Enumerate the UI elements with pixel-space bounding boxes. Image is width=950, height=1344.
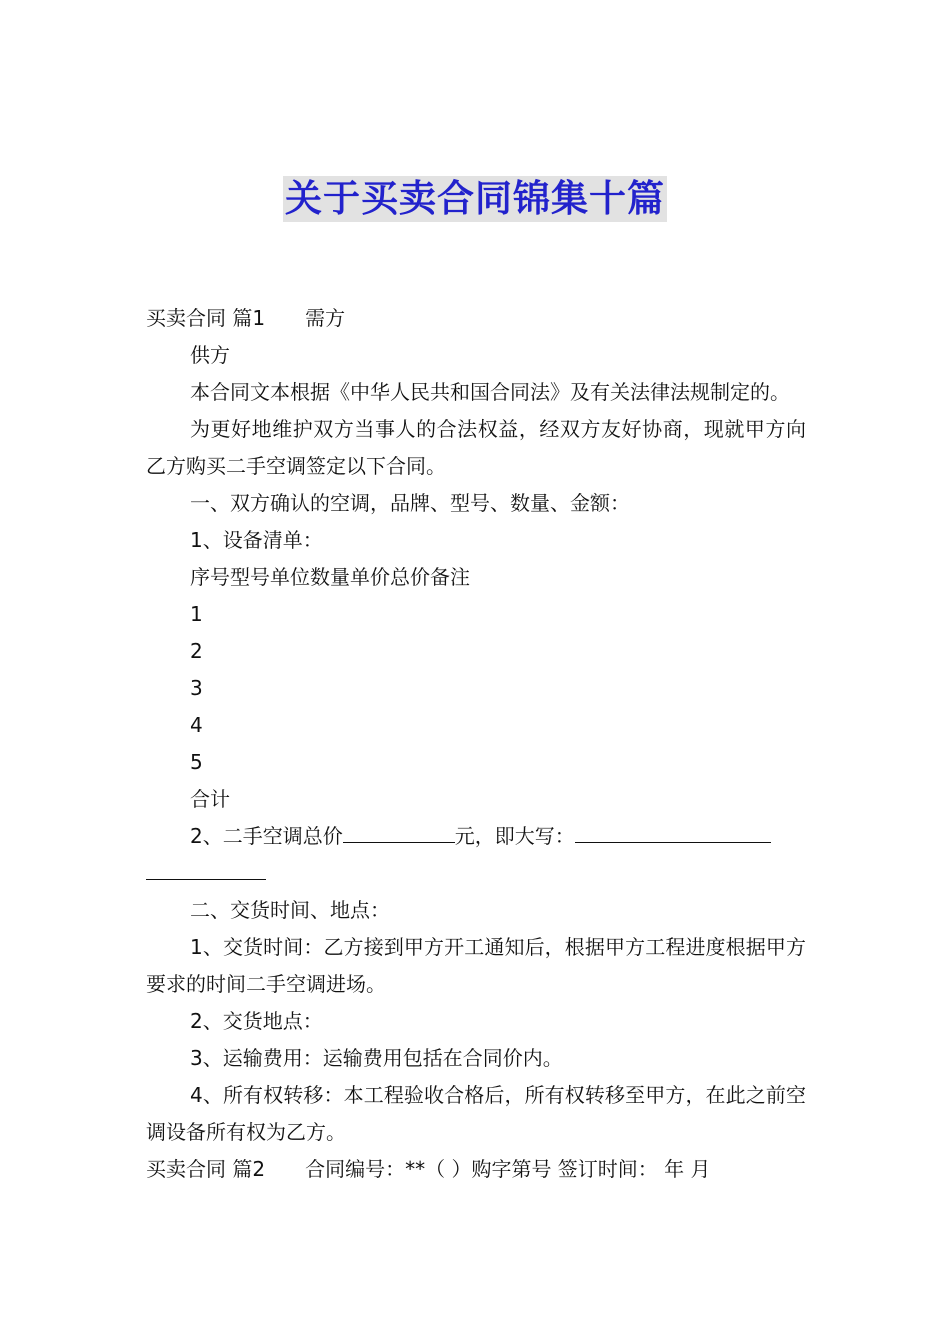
section1-heading: 买卖合同 篇1 bbox=[146, 306, 266, 330]
item1-sub: 1、设备清单： bbox=[190, 528, 323, 552]
uppercase-price-blank-cont bbox=[146, 857, 266, 880]
uppercase-price-blank bbox=[575, 820, 771, 843]
delivery-place: 2、交货地点： bbox=[190, 1009, 323, 1033]
section2-heading-line bbox=[146, 1151, 806, 1188]
table-row: 5 bbox=[190, 750, 203, 774]
contract-number-line: 合同编号：**（ ）购字第号 签订时间： 年 月 bbox=[305, 1157, 711, 1181]
document-body bbox=[146, 300, 806, 1188]
purpose-paragraph: 为更好地维护双方当事人的合法权益，经双方友好协商，现就甲方向乙方购买二手空调签定以下合同。 bbox=[146, 417, 806, 478]
table-header: 序号型号单位数量单价总价备注 bbox=[190, 565, 470, 589]
item1-heading: 一、双方确认的空调，品牌、型号、数量、金额： bbox=[190, 491, 630, 515]
transport-fee: 3、运输费用：运输费用包括在合同价内。 bbox=[190, 1046, 563, 1070]
document-title: 关于买卖合同锦集十篇 bbox=[285, 177, 665, 220]
price-prefix: 2、二手空调总价 bbox=[190, 824, 343, 848]
price-continuation-line bbox=[146, 855, 806, 892]
party-b-line bbox=[146, 337, 806, 374]
party-b-label: 供方 bbox=[190, 343, 230, 367]
total-label: 合计 bbox=[190, 787, 230, 811]
title-wrap bbox=[0, 176, 950, 222]
price-blank bbox=[343, 820, 455, 843]
item2-heading: 二、交货时间、地点： bbox=[190, 898, 390, 922]
table-row: 4 bbox=[190, 713, 203, 737]
table-row: 2 bbox=[190, 639, 203, 663]
table-row: 3 bbox=[190, 676, 203, 700]
party-a-label: 需方 bbox=[305, 306, 346, 330]
table-row: 1 bbox=[190, 602, 203, 626]
delivery-time-paragraph: 1、交货时间：乙方接到甲方开工通知后，根据甲方工程进度根据甲方要求的时间二手空调进场。 bbox=[146, 935, 806, 996]
basis-paragraph: 本合同文本根据《中华人民共和国合同法》及有关法律法规制定的。 bbox=[190, 380, 790, 404]
price-line bbox=[146, 818, 806, 855]
section1-heading-line bbox=[146, 300, 806, 337]
price-mid: 元，即大写： bbox=[454, 824, 575, 848]
section2-heading: 买卖合同 篇2 bbox=[146, 1157, 266, 1181]
ownership-paragraph: 4、所有权转移：本工程验收合格后，所有权转移至甲方，在此之前空调设备所有权为乙方。 bbox=[146, 1083, 806, 1144]
